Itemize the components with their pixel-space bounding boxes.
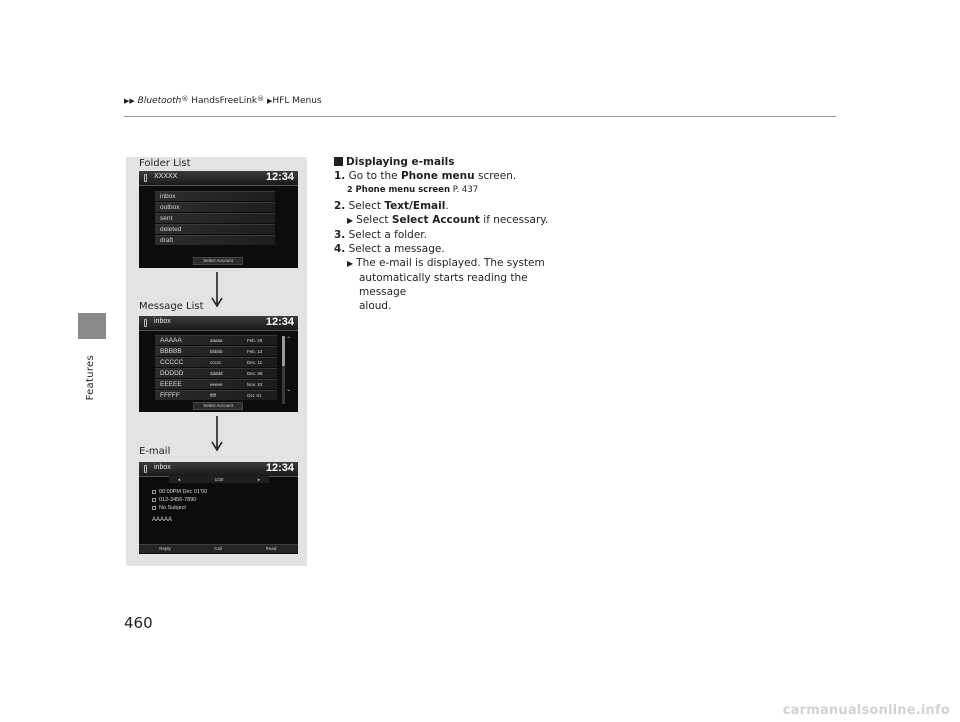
folder-list-caption: Folder List [139, 158, 191, 169]
message-subject: eeeee [210, 382, 223, 387]
clock: 12:34 [265, 316, 294, 328]
phone-icon [144, 465, 147, 473]
email-nav-bar [169, 476, 269, 483]
folder-item[interactable]: outbox [155, 202, 275, 212]
folder-item[interactable]: sent [155, 213, 275, 223]
screen-header [139, 462, 298, 477]
email-time: 00:00PM Dec 01'00 [152, 489, 207, 495]
folder-item[interactable]: deleted [155, 224, 275, 234]
clock: 12:34 [265, 171, 294, 183]
step-4: 4. Select a message. [334, 243, 445, 255]
email-screen [139, 462, 298, 554]
phone-icon [144, 174, 147, 182]
message-date: Nov. 10 [247, 382, 263, 387]
mail-icon [152, 506, 156, 510]
reference-icon: 2 [347, 185, 353, 194]
clock-icon [152, 490, 156, 494]
message-subject: ddddd [210, 371, 223, 376]
breadcrumb-hfl-menus: HFL Menus [272, 96, 322, 106]
breadcrumb-reg-mark: ® [181, 95, 189, 103]
message-sender: EEEEE [160, 381, 182, 388]
substep-arrow-icon: ▶ [347, 216, 354, 225]
message-row[interactable] [155, 346, 277, 356]
folder-list-screen [139, 171, 298, 268]
message-row[interactable] [155, 335, 277, 345]
instructions [334, 155, 574, 313]
down-arrow-icon [210, 270, 224, 310]
step-4-substep: ▶ The e-mail is displayed. The system [347, 257, 545, 269]
step-1: 1. Go to the Phone menu screen. [334, 170, 517, 182]
step-3: 3. Select a folder. [334, 229, 427, 241]
screen-title: inbox [154, 318, 171, 325]
message-row[interactable] [155, 357, 277, 367]
folder-item[interactable]: draft [155, 235, 275, 245]
message-sender: BBBBB [160, 348, 182, 355]
message-sender: AAAAA [160, 337, 182, 344]
message-subject: fffff [210, 393, 216, 398]
header-divider [124, 116, 836, 117]
scroll-down-icon[interactable]: ⌄ [286, 387, 292, 393]
scrollbar[interactable] [282, 336, 285, 404]
screen-header [139, 316, 298, 331]
reply-button[interactable]: Reply [159, 546, 171, 551]
contact-icon [152, 498, 156, 502]
message-subject: aaaaa [210, 338, 223, 343]
breadcrumb-reg-mark-2: ® [257, 95, 265, 103]
side-tab-label: Features [85, 355, 96, 401]
substep-arrow-icon: ▶ [347, 259, 354, 268]
screen-title: XXXXX [154, 173, 178, 180]
message-date: Dec. 08 [247, 371, 263, 376]
previous-email-button[interactable]: ◂ [177, 477, 181, 482]
screen-header [139, 171, 298, 186]
message-row[interactable] [155, 379, 277, 389]
email-phone: 012-3456-7890 [152, 497, 196, 503]
step-2-substep: ▶ Select Select Account if necessary. [347, 214, 549, 226]
message-list-screen [139, 316, 298, 412]
scroll-up-icon[interactable]: ⌃ [286, 337, 292, 343]
call-button[interactable]: Call [214, 546, 222, 551]
message-subject: ccccc [210, 360, 222, 365]
message-subject: bbbbb [210, 349, 223, 354]
read-button[interactable]: Read [265, 546, 277, 551]
breadcrumb [124, 95, 322, 106]
message-list-caption: Message List [139, 301, 204, 312]
email-caption: E-mail [139, 446, 171, 457]
breadcrumb-handsfreelink: HandsFreeLink [188, 96, 258, 106]
section-heading: Displaying e-mails [334, 155, 574, 169]
page-reference[interactable]: 2 Phone menu screen P. 437 [347, 185, 479, 195]
phone-icon [144, 319, 147, 327]
message-sender: CCCCC [160, 359, 184, 366]
message-date: Oct. 01 [247, 393, 262, 398]
next-email-button[interactable]: ▸ [257, 477, 261, 482]
step-4-substep-line3: aloud. [359, 300, 392, 312]
square-bullet-icon [334, 157, 343, 166]
breadcrumb-bluetooth: Bluetooth [137, 96, 182, 106]
message-date: Feb. 25 [247, 338, 263, 343]
side-tab [78, 313, 106, 339]
message-sender: DDDDD [160, 370, 184, 377]
screen-title: inbox [154, 464, 171, 471]
step-4-substep-line2: automatically starts reading the message [359, 272, 528, 298]
page-number: 460 [124, 614, 153, 632]
email-body: AAAAA [152, 517, 173, 523]
message-date: Feb. 13 [247, 349, 263, 354]
clock: 12:34 [265, 462, 294, 474]
select-account-button[interactable]: Select Account [193, 402, 243, 410]
watermark: carmanualsonline.info [782, 703, 950, 718]
breadcrumb-arrow-icon-2: ▶ [267, 97, 273, 105]
message-sender: FFFFF [160, 392, 180, 399]
message-row[interactable] [155, 390, 277, 400]
message-date: Dec. 11 [247, 360, 263, 365]
folder-item[interactable]: inbox [155, 191, 275, 201]
down-arrow-icon [210, 414, 224, 454]
softkey-bar [139, 544, 298, 553]
email-counter: 1/20 [214, 477, 224, 482]
select-account-button[interactable]: Select Account [193, 257, 243, 265]
scrollbar-thumb[interactable] [282, 336, 285, 366]
breadcrumb-arrow-icon: ▶▶ [124, 97, 135, 105]
email-subject: No Subject [152, 505, 186, 511]
step-2: 2. Select Text/Email. [334, 200, 449, 212]
message-row[interactable] [155, 368, 277, 378]
